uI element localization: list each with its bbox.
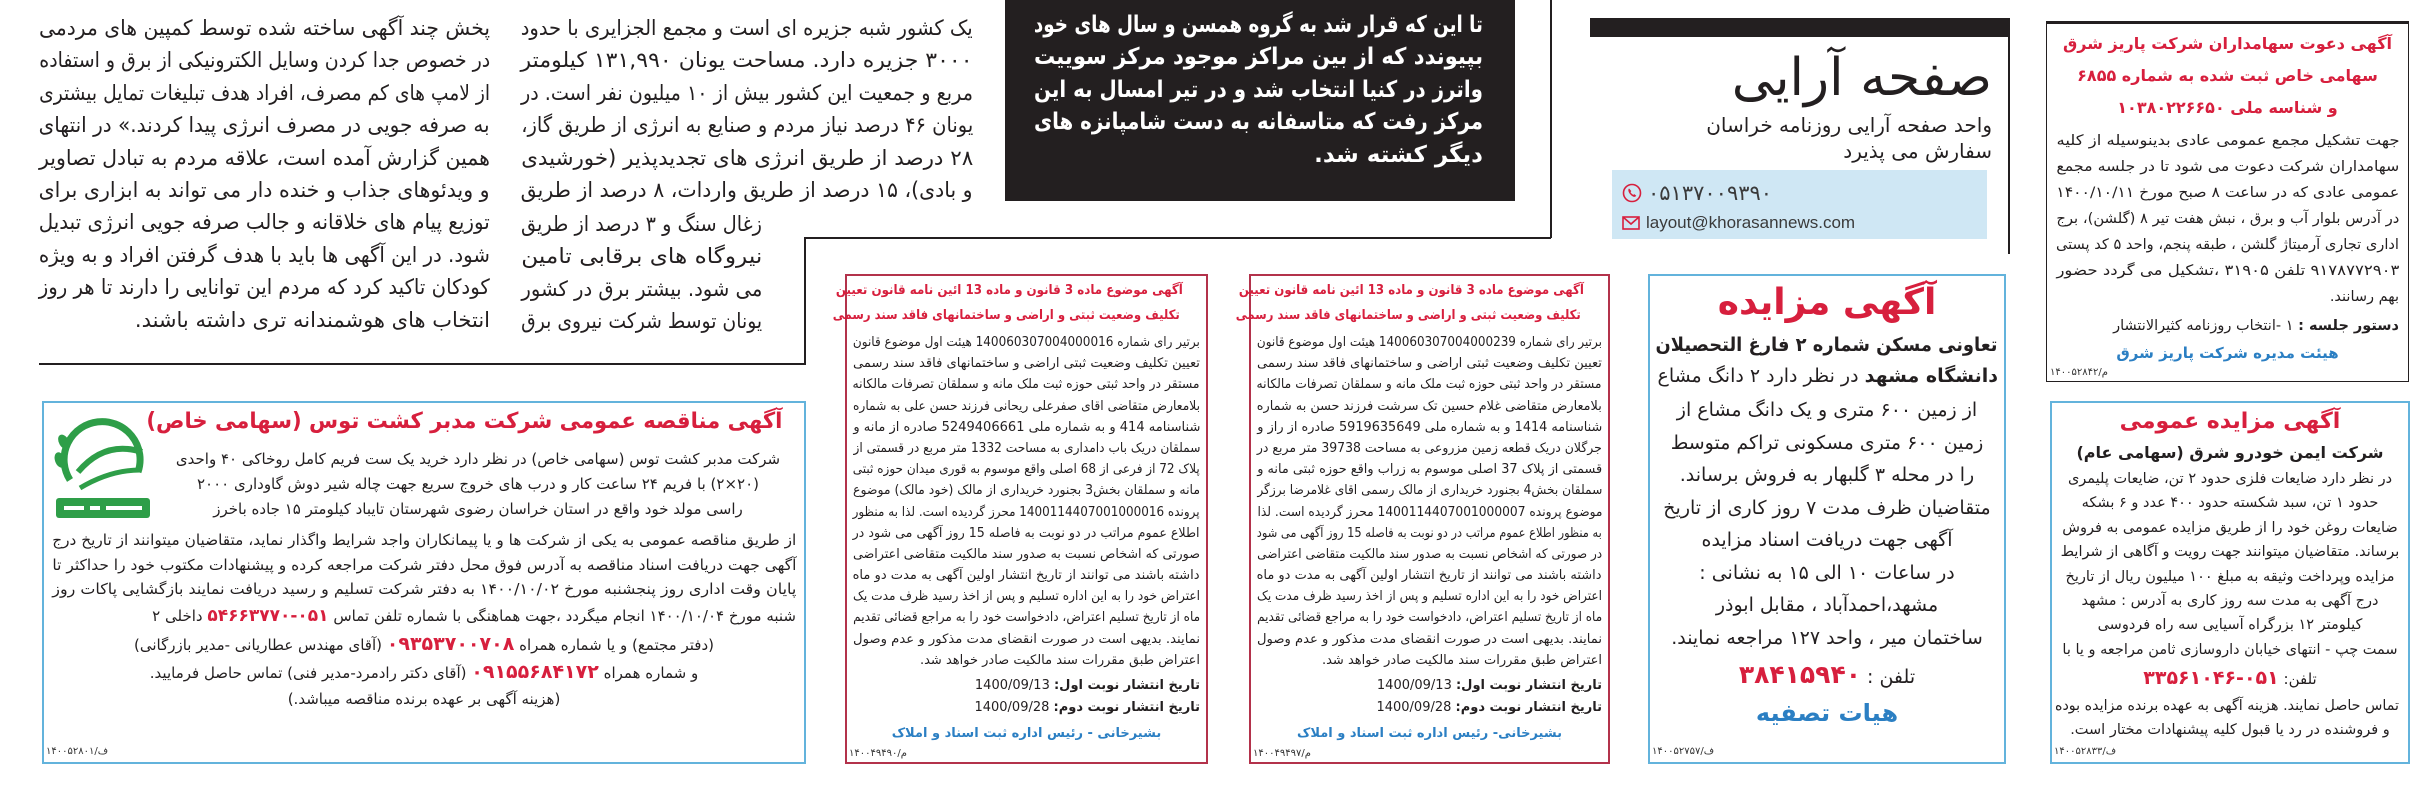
text-line-content: مانه و سملقان بخش3 بجنورد خریداری از مالک (خود مالک) موضوع xyxy=(853,483,1200,499)
highlight-box-text xyxy=(1034,9,1483,171)
text-line-content: اعتراض طبق مقررات سند مالکیت صادر خواهد شد. xyxy=(919,652,1200,668)
text-line-content: به منظور اطلاع عموم مراتب در دو نوبت به فاصله 15 روز آگهی می شود xyxy=(1257,525,1602,541)
ad-toos-note: (هزینه آگهی بر عهده برنده مناقصه میباشد.) xyxy=(287,690,561,708)
text-line-content: را در محله ۳ گلبهار به فروش برساند. xyxy=(1679,464,1975,486)
text-line xyxy=(2058,565,2402,589)
agenda-line xyxy=(2056,314,2399,338)
text-line xyxy=(1656,557,1998,590)
promo-title: صفحه آرایی xyxy=(1731,48,1992,108)
text-line xyxy=(2056,154,2399,180)
text-line xyxy=(52,577,796,602)
text-line-content: از لامپ های کم مصرف، افراد هدف تبلیغات تمایل بیشتری xyxy=(39,80,490,105)
text-line xyxy=(2060,28,2395,60)
ad-taavoni-signature-wrap xyxy=(1656,696,1998,730)
article-border xyxy=(804,237,806,364)
text-segment: داخلی ۲ xyxy=(152,607,203,625)
text-line-content: آگهی دعوت سهامداران شرکت پاریز شرق xyxy=(2062,34,2393,53)
text-line xyxy=(2056,206,2399,232)
text-line xyxy=(1257,438,1602,459)
text-line xyxy=(2055,694,2402,718)
text-line-content: نمایند. بدیهی است در صورت انقضای مدت مذکور و عدم وصول xyxy=(1257,631,1602,647)
ad-omumi-title-wrap xyxy=(2058,407,2402,437)
text-line-content: و ویدئوهای جذاب و خنده دار می تواند به ابزاری برای xyxy=(39,177,490,202)
ad-registry-1-body xyxy=(853,332,1200,671)
text-line xyxy=(853,650,1200,671)
text-line xyxy=(853,586,1200,607)
text-line xyxy=(1236,303,1602,328)
ad-omumi-phone[interactable]: ۰۵۱-۳۳۵۶۱۰۴۶ xyxy=(2143,667,2279,689)
text-line xyxy=(1600,112,1992,138)
text-segment: و شماره همراه xyxy=(603,664,699,682)
text-line-content: برساند. متقاضیان میتوانند جهت رویت و آگاهی از شرایط xyxy=(2060,544,2400,561)
text-line-content: ماه از تاریخ تسلیم اعتراض، دادخواست خود را به مراجع قضائی تقدیم xyxy=(1257,610,1602,626)
text-line xyxy=(52,686,796,712)
text-line xyxy=(1656,492,1998,525)
text-line-content: در صورتی که اشخاص نسبت به صدور سند مالکیت متقاضی اعتراضی xyxy=(1257,546,1602,562)
ad-registry-1-signature-wrap xyxy=(853,723,1200,745)
text-line xyxy=(1257,480,1602,501)
text-line xyxy=(160,447,796,472)
text-line xyxy=(2056,128,2399,154)
text-line xyxy=(1257,544,1602,565)
ad-toos-contact-2 xyxy=(52,630,796,712)
date-label: تاریخ انتشار نوبت اول: xyxy=(1053,678,1200,693)
text-line xyxy=(1656,524,1998,557)
ad-code: ف/۱۴۰۰۵۲۷۵۷ xyxy=(1652,746,1715,757)
text-line xyxy=(853,502,1200,523)
text-line-content: کیلومتر ۱۲ بزرگراه آسیایی سه راه فردوسی xyxy=(2097,617,2363,634)
text-line-content: برتیر رای شماره 140060307004000016 هیئت اول موضوع قانون xyxy=(853,335,1200,350)
text-line-content: اداری تجاری آرمیتاژ گلشن ، طبقه پنجم، واحد ۵ کد پستی xyxy=(2056,237,2399,253)
promo-title-wrap xyxy=(1600,48,1992,108)
phone-icon xyxy=(1622,183,1642,203)
text-line-content: سملقان دریک باب دامداری به مساحت 1332 متر مربع در قسمتی از xyxy=(853,440,1200,456)
date-label: تاریخ انتشار نوبت دوم: xyxy=(1455,700,1602,715)
promo-email-row xyxy=(1622,212,1855,234)
text-line-content: عمومی عادی که در ساعت ۸ صبح مورخ ۱۴۰۰/۱۰/۱۱ xyxy=(2056,185,2399,201)
ad-omumi-title: آگهی مزایده عمومی xyxy=(2119,409,2341,434)
text-line xyxy=(521,77,973,109)
text-line xyxy=(52,553,796,578)
text-line xyxy=(1257,629,1602,650)
text-line xyxy=(521,109,973,141)
text-line xyxy=(1034,41,1483,73)
text-line-content: در نظر دارد ضایعات فلزی حدود ۲ تن، ضایعات پلیمری xyxy=(2067,471,2393,487)
text-line-content: زمین ۶۰۰ متری مسکونی تراکم متوسط xyxy=(1670,431,1984,454)
text-line-content: سهامی خاص ثبت شده به شماره ۶۸۵۵ xyxy=(2077,66,2378,85)
text-line-content: تکلیف وضعیت ثبتی و اراضی و ساختمانهای فاقد سند رسمی xyxy=(1236,308,1582,323)
text-line-content: اعتراض خود را به این اداره تسلیم و پس از اخذ رسید ظرف مدت یک xyxy=(853,589,1200,605)
text-line-content: مستقر در واحد ثبتی حوزه ثبت ملک مانه و سملقان تصرفات مالکانه xyxy=(853,377,1200,393)
text-line xyxy=(521,174,973,206)
text-line-content: تماس حاصل نمایند. هزینه آگهی به عهده برنده مزایده بوده xyxy=(2055,698,2400,714)
text-line xyxy=(52,603,796,629)
text-line-content: همین گزارش آمده است، علاقه مردم به تبادل تصاویر xyxy=(39,145,490,170)
text-line-content: دیگر کشته شد. xyxy=(1314,141,1483,168)
ad-taavoni-title: آگهی مزایده xyxy=(1717,282,1937,323)
ad-taavoni-lead xyxy=(1656,330,1998,392)
ad-registry-signature: بشیرخانی - رئیس اداره ثبت اسناد و املاک xyxy=(891,726,1162,741)
text-line xyxy=(853,523,1200,544)
text-line-content: مرکز رفت که متاسفانه به دست شامپانزه های xyxy=(1034,109,1483,136)
ad-registry-signature: بشیرخانی- رئیس اداره ثبت اسناد و املاک xyxy=(1297,726,1562,741)
text-line-content: ۹۱۷۸۷۷۲۹۰۳ تلفن ۳۱۹۰۵ ،تشکیل می گردد حضور xyxy=(2056,263,2399,279)
text-line xyxy=(2056,180,2399,206)
date-value: 1400/09/28 xyxy=(1376,700,1452,715)
text-line xyxy=(39,142,490,174)
text-line xyxy=(2058,540,2402,564)
text-line-content: پایان وقت اداری روز پنجشنبه مورخ ۱۴۰۰/۱۰/۰۲ به دفتر شرکت تسلیم و رسید دریافت نمایند بازگشایی پاکات روز xyxy=(52,580,796,598)
text-line-content: ساختمان میر ، واحد ۱۲۷ مراجعه نمایند. xyxy=(1671,626,1983,649)
text-line-content: (۲۰×۲) با فریم ۲۴ ساعت کار و درب های خروج سریع جهت چاله شیر دوش گاوداری ۲۰۰۰ xyxy=(196,475,759,493)
text-line-content: برتیر رای شماره 140060307004000239 هیئت اول موضوع قانون xyxy=(1257,335,1602,350)
text-line-content: قسمتی از پلاک 37 اصلی موسوم به زراب واقع حوزه ثبتی مانه و xyxy=(1257,462,1602,478)
text-line-content: موضوع پرونده 1400114407001000007 محرز گردیده است. لذا xyxy=(1257,504,1602,520)
text-line-content: داشته باشند می توانند از تاریخ انتشار اولین آگهی به مدت دو ماه xyxy=(1257,568,1602,584)
text-line xyxy=(160,497,796,522)
text-line xyxy=(853,544,1200,565)
text-line xyxy=(1257,332,1602,353)
article-border xyxy=(804,237,1551,239)
text-line xyxy=(39,109,490,141)
text-line xyxy=(1656,427,1998,460)
date-value: 1400/09/13 xyxy=(1376,678,1452,693)
promo-subtitle xyxy=(1600,112,1992,164)
text-line-content: تکلیف وضعیت ثبتی و اراضی و ساختمانهای فاقد سند رسمی xyxy=(833,308,1181,323)
ad-taavoni-phone[interactable]: ۳۸۴۱۵۹۴۰ xyxy=(1738,660,1861,689)
text-line-content: سفارش می پذیرد xyxy=(1843,139,1992,163)
text-line-content: پخش چند آگهی ساخته شده توسط کمپین های مردمی xyxy=(39,16,490,40)
text-line xyxy=(1257,396,1602,417)
text-line xyxy=(521,305,762,337)
ad-pariz-titles xyxy=(2060,28,2395,124)
text-line xyxy=(1656,394,1998,427)
text-line-content: سمت چپ - انتهای خیابان داروسازی ثامن مراجعه و یا با xyxy=(2062,641,2398,658)
text-line-content: مربع و جمعیت این کشور بیش از ۱۰ میلیون نفر است. در xyxy=(521,80,973,105)
article-border xyxy=(1550,0,1552,238)
text-line xyxy=(853,332,1200,353)
text-line xyxy=(39,174,490,206)
text-line-content: پلاک 72 از فرعی از 68 اصلی واقع موسوم به قوری میدان حوزه ثبتی xyxy=(853,462,1200,478)
text-line xyxy=(853,396,1200,417)
ad-registry-2-titles xyxy=(1236,278,1602,328)
text-line-content: ۲۸ درصد از طریق انرژی های تجدیدپذیر (خورشیدی xyxy=(521,145,973,170)
text-line xyxy=(1034,139,1483,171)
text-line xyxy=(2058,491,2402,515)
text-line-content: بلامعارض متقاضی اقای صفرعلی ریحانی فرزند حسن علی به شماره xyxy=(853,398,1200,414)
ad-omumi-phone-wrap xyxy=(2058,664,2402,692)
ad-registry-1-dates xyxy=(853,675,1200,719)
text-line xyxy=(2058,467,2402,491)
date-label: تاریخ انتشار نوبت اول: xyxy=(1455,678,1602,693)
mobile-phone-1[interactable]: ۰۹۳۵۳۷۰۰۷۰۸ xyxy=(386,633,515,655)
text-line-content: جهت تشکیل مجمع عمومی عادی بدینوسیله از کلیه xyxy=(2056,133,2399,149)
text-line xyxy=(853,459,1200,480)
ad-code: ف/۱۴۰۰۵۲۸۳۳ xyxy=(2054,746,2117,757)
text-line xyxy=(2058,638,2402,662)
text-line-content: می شود. بیشتر برق در کشور xyxy=(521,276,762,301)
text-line-content: راسی مولد خود واقع در استان خراسان رضوی شهرستان تایباد کیلومتر ۱۵ جاده باخرز xyxy=(213,500,743,518)
text-line-content: جرگلان دریک قطعه زمین مزروعی به مساحت 39738 متر مربع در xyxy=(1257,440,1602,456)
date-value: 1400/09/13 xyxy=(974,678,1050,693)
ad-toos-title-wrap xyxy=(146,406,796,438)
date-label: تاریخ انتشار نوبت دوم: xyxy=(1053,700,1200,715)
promo-header-bar xyxy=(1590,18,2009,37)
text-line xyxy=(853,438,1200,459)
ad-omumi-company-wrap xyxy=(2058,441,2402,465)
text-line xyxy=(1034,74,1483,106)
text-line xyxy=(853,480,1200,501)
text-line xyxy=(39,77,490,109)
promo-border xyxy=(2008,18,2010,254)
text-line-content: تعیین تکلیف وضعیت ثبتی اراضی و ساختمانهای فاقد سند رسمی xyxy=(1257,356,1602,372)
text-line-content: واحد صفحه آرایی روزنامه خراسان xyxy=(1706,113,1992,137)
promo-email[interactable]: layout@khorasannews.com xyxy=(1646,213,1856,232)
text-line-content: یک کشور شبه جزیره ای است و مجمع الجزایری با حدود xyxy=(521,16,973,40)
text-line-content: و فروشنده در رد یا قبول کلیه پیشنهادات مختار است. xyxy=(2070,722,2390,738)
text-line-content: بلامعارض متقاضی غلام حسین تک سرشت فرزند حسن به شماره xyxy=(1257,398,1602,414)
text-line xyxy=(39,44,490,76)
article-column-2-narrow xyxy=(521,208,762,338)
text-line xyxy=(2058,718,2402,742)
text-line xyxy=(2060,92,2395,124)
ad-code: م/۱۴۰۰۵۲۸۴۲ xyxy=(2050,367,2108,378)
text-line-content: اعتراض خود را به این اداره تسلیم و پس از اخذ رسید ظرف مدت یک xyxy=(1257,589,1602,605)
ad-pariz-agenda xyxy=(2056,314,2399,338)
text-line xyxy=(39,12,490,44)
text-line-content: ماه از تاریخ تسلیم اعتراض، دادخواست خود را به مراجع قضائی تقدیم xyxy=(853,610,1200,626)
text-line xyxy=(1257,586,1602,607)
ad-pariz-body xyxy=(2056,128,2399,310)
text-line xyxy=(853,353,1200,374)
text-line-content: آگهی جهت دریافت اسناد مزایده xyxy=(1701,529,1953,551)
text-line-content: سهامداران شرکت دعوت می شود تا در جلسه مجمع xyxy=(2056,159,2399,175)
ad-taavoni-line2-rest: در نظر دارد ۲ دانگ مشاع xyxy=(1657,365,1859,387)
text-line xyxy=(1034,9,1483,41)
text-line-content: در ساعات ۱۰ الی ۱۵ به نشانی : xyxy=(1699,561,1955,584)
text-line xyxy=(2058,589,2402,613)
text-line-content: یونان توسط شرکت نیروی برق xyxy=(521,309,762,334)
agenda-text: ۱ -انتخاب روزنامه کثیرالانتشار xyxy=(2113,318,2294,334)
text-line xyxy=(521,273,762,305)
text-line xyxy=(39,271,490,303)
text-line-content: انتخاب های هوشمندانه تری داشته باشند. xyxy=(134,307,490,332)
text-line-content: متقاضیان ظرف مدت ۷ روز کاری از تاریخ xyxy=(1663,496,1991,519)
text-line-content: شود. در این آگهی ها باید با هدف گرفتن افراد و به ویژه xyxy=(39,242,490,267)
ad-code: ف/۱۴۰۰۵۲۸۰۱ xyxy=(46,746,109,757)
text-line-content: صورتی که اشخاص نسبت به صدور سند مالکیت متقاضی اعتراضی xyxy=(853,546,1200,562)
mobile-phone-2[interactable]: ۰۹۱۵۵۶۸۴۱۷۲ xyxy=(471,661,599,683)
text-line-content: مستقر در واحد ثبتی حوزه ثبت ملک مانه و سملقان تصرفات مالکانه xyxy=(1257,377,1602,393)
text-line-content: از طریق مناقصه عمومی به یکی از شرکت ها و یا پیمانکاران واجد شرایط واگذار نماید، متقاضیان میتوانند از تاریخ درج xyxy=(52,531,796,549)
text-line-content: به صرفه جویی در مصرف انرژی پیدا کردند.» در انتهای xyxy=(39,113,490,138)
text-line xyxy=(853,417,1200,438)
text-line xyxy=(1656,622,1998,655)
text-line-content: آگهی موضوع ماده 3 قانون و ماده 13 ائین نامه قانون تعیین xyxy=(1239,283,1585,298)
text-segment: (دفتر مجتمع) و یا شماره همراه xyxy=(519,636,714,654)
text-line-content: اعتراض طبق مقررات سند مالکیت صادر خواهد شد. xyxy=(1321,652,1602,668)
text-line-content: توزیع پیام های خلاقانه و جالب صرفه جویی انرژی تبدیل xyxy=(39,210,490,235)
text-line-content: در خصوص جدا کردن وسایل الکترونیکی از برق و استفاده xyxy=(39,48,490,73)
article-border xyxy=(39,363,806,365)
ad-toos-title: آگهی مناقصه عمومی شرکت مدبر کشت توس (سهامی خاص) xyxy=(146,409,783,434)
ad-taavoni-body xyxy=(1656,394,1998,654)
text-line xyxy=(1257,459,1602,480)
date-value: 1400/09/28 xyxy=(974,700,1050,715)
text-line-content: مشهد،احمدآباد ، مقابل ابوذر xyxy=(1715,594,1939,616)
text-line xyxy=(853,629,1200,650)
ad-toos-body xyxy=(52,528,796,602)
text-line-content: تعیین تکلیف وضعیت ثبتی اراضی و ساختمانهای فاقد سند رسمی xyxy=(853,356,1200,372)
text-line xyxy=(833,303,1200,328)
text-segment: (آقای دکتر رادمرد-مدیر فنی) تماس حاصل فرمایید. xyxy=(149,664,467,682)
text-line-content: نیروگاه های برقابی تامین xyxy=(521,244,762,269)
text-line xyxy=(1600,138,1992,164)
text-line-content: زغال سنگ و ۳ درصد از طریق xyxy=(521,212,762,236)
text-line-content: از زمین ۶۰۰ متری و یک دانگ مشاع از xyxy=(1676,399,1978,421)
text-line xyxy=(1257,523,1602,544)
text-line-content: و بادی)، ۱۵ درصد از طریق واردات، ۸ درصد از طریق xyxy=(521,177,973,202)
text-line xyxy=(853,607,1200,628)
text-line xyxy=(2060,60,2395,92)
text-line xyxy=(52,528,796,553)
text-line-content: بپیوندد که از بین مراکز موجود مرکز سوییت xyxy=(1034,44,1483,71)
text-segment: (آقای مهندس عطاریانی -مدیر بازرگانی) xyxy=(134,636,382,654)
ad-pariz-signature: هیئت مدیره شرکت پاریز شرق xyxy=(2116,344,2339,362)
agenda-label: دستور جلسه : xyxy=(2298,318,2399,334)
text-line xyxy=(853,565,1200,586)
text-line xyxy=(1656,589,1998,622)
ad-registry-1-titles xyxy=(833,278,1200,328)
ad-registry-2-dates xyxy=(1257,675,1602,719)
text-line-content: بهم رسانند. xyxy=(2329,289,2399,305)
promo-title-line xyxy=(1600,48,1992,108)
text-line xyxy=(39,206,490,238)
text-line-content: شناسنامه 1414 و به شماره ملی 5919635649 صادره از راز و xyxy=(1257,419,1602,435)
article-column-1 xyxy=(39,12,490,336)
text-line xyxy=(160,472,796,497)
text-line-content: ضایعات روغن خود را از طریق مزایده عمومی به فروش xyxy=(2062,519,2398,536)
text-line-content: داشته باشند می توانند از تاریخ انتشار اولین آگهی به مدت دو ماه xyxy=(853,568,1200,584)
text-line xyxy=(1656,459,1998,492)
text-line xyxy=(39,304,490,336)
text-line-content: شناسنامه 414 و به شماره ملی 5249406661 صادره از مانه و xyxy=(853,419,1200,435)
promo-phone-row xyxy=(1622,181,1772,205)
text-segment: شنبه مورخ ۱۴۰۰/۱۰/۰۴ انجام میگردد ،جهت هماهنگی با شماره تلفن تماس xyxy=(333,607,796,625)
text-line xyxy=(1239,278,1602,303)
text-line-content: واترز در کنیا انتخاب شد و در تیر امسال به این xyxy=(1034,76,1483,103)
ad-taavoni-phone-wrap xyxy=(1656,658,1998,692)
text-line-content: درج آگهی به مدت سه روز کاری به آدرس : مشهد xyxy=(2081,592,2379,609)
text-line-content: نمایند. بدیهی است در صورت انقضای مدت مذکور و عدم وصول xyxy=(853,631,1200,647)
text-line-content: و شناسه ملی ۱۰۳۸۰۲۲۶۶۵۰ xyxy=(2117,98,2338,117)
ad-code: م/۱۴۰۰۴۹۴۹۰ xyxy=(849,748,907,759)
ad-taavoni-line2-bold: دانشگاه مشهد xyxy=(1864,365,1998,387)
text-line-content: مزایده وپرداخت وثیقه به مبلغ ۱۰۰ میلیون ریال از تاریخ xyxy=(2065,568,2395,585)
text-line xyxy=(521,142,973,174)
phone-label: تلفن : xyxy=(1867,666,1916,688)
text-line-content: ۳۰۰۰ جزیره دارد. مساحت یونان ۱۳۱,۹۹۰ کیلومتر xyxy=(521,48,973,73)
text-line-content: کودکان تاکید کرد که مردم این توانایی را دارند تا هر روز xyxy=(39,275,490,300)
ad-taavoni-title-wrap xyxy=(1656,280,1998,326)
text-line-content: آگهی جهت دریافت اسناد مناقصه به آدرس فوق محل دفتر شرکت مراجعه کرده و پیشنهادات مکتوب خود را حداکثر تا xyxy=(52,555,796,574)
text-line xyxy=(2056,284,2399,310)
ad-toos-intro xyxy=(160,447,796,522)
phone-label: تلفن: xyxy=(2283,670,2317,688)
ad-code: م/۱۴۰۰۴۹۴۹۷ xyxy=(1253,748,1311,759)
text-line xyxy=(521,208,762,240)
envelope-icon xyxy=(1622,216,1640,230)
text-line xyxy=(521,12,973,44)
office-phone[interactable]: ۰۵۱-۵۴۶۶۳۷۷۰ xyxy=(207,606,329,626)
text-line-content: حدود ۱ تن، سبد شکسته حدود ۴۰۰ عدد و ۶ بشکه xyxy=(2081,495,2379,512)
text-line xyxy=(1257,607,1602,628)
ad-pariz-signature-wrap xyxy=(2056,342,2399,364)
text-line-content: پرونده 1400114407001000016 محرز گردیده است. لذا به منظور xyxy=(853,504,1200,520)
ad-taavoni-line1: تعاونی مسکن شماره ۲ فارغ التحصیلان xyxy=(1656,334,1998,356)
text-line xyxy=(2058,613,2402,637)
text-line xyxy=(1257,565,1602,586)
text-line xyxy=(2056,258,2399,284)
text-line xyxy=(853,374,1200,395)
text-line-content: تا این که قرار شد به گروه همسن و سال های خود xyxy=(1034,12,1483,38)
ad-omumi-body xyxy=(2058,467,2402,662)
ad-omumi-closing xyxy=(2055,694,2402,742)
text-line xyxy=(1257,650,1602,671)
text-line xyxy=(1257,502,1602,523)
ad-toos-contact xyxy=(52,603,796,629)
text-line-content: شرکت مدبر کشت توس (سهامی خاص) در نظر دارد خرید یک ست فریم کامل روخاکی ۴۰ واحدی xyxy=(175,450,781,468)
ad-registry-2-body xyxy=(1257,332,1602,671)
text-line xyxy=(1257,374,1602,395)
text-line xyxy=(836,278,1200,303)
text-line xyxy=(2058,516,2402,540)
text-line xyxy=(52,658,796,686)
text-line xyxy=(39,239,490,271)
text-line xyxy=(521,44,973,76)
article-column-2 xyxy=(521,12,973,206)
text-line-content: یونان ۴۶ درصد نیاز مردم و صنایع به انرژی از طریق گاز، xyxy=(521,113,973,138)
ad-omumi-company: شرکت ایمن خودرو شرق (سهامی عام) xyxy=(2076,443,2384,462)
text-line-content: سملقان بخش4 بجنورد خریداری از مالک رسمی اقای غلامرضا برزگر xyxy=(1257,483,1602,499)
text-line xyxy=(1257,417,1602,438)
promo-phone[interactable]: ۰۵۱۳۷۰۰۹۳۹۰ xyxy=(1648,181,1773,205)
text-line xyxy=(52,630,796,658)
text-line xyxy=(1257,353,1602,374)
text-line-content: در آدرس بلوار آب و برق ، نبش هفت تیر ۸ (گلشن)، برج xyxy=(2056,211,2399,227)
text-line xyxy=(1034,106,1483,138)
text-line xyxy=(2056,232,2399,258)
ad-registry-2-signature-wrap xyxy=(1257,723,1602,745)
text-line xyxy=(521,240,762,272)
ad-taavoni-signature: هیات تصفیه xyxy=(1755,699,1899,727)
text-line-content: اطلاع عموم مراتب در دو نوبت به فاصله 15 روز آگهی می شود در xyxy=(853,525,1200,541)
text-line-content: آگهی موضوع ماده 3 قانون و ماده 13 ائین نامه قانون تعیین xyxy=(836,283,1184,298)
